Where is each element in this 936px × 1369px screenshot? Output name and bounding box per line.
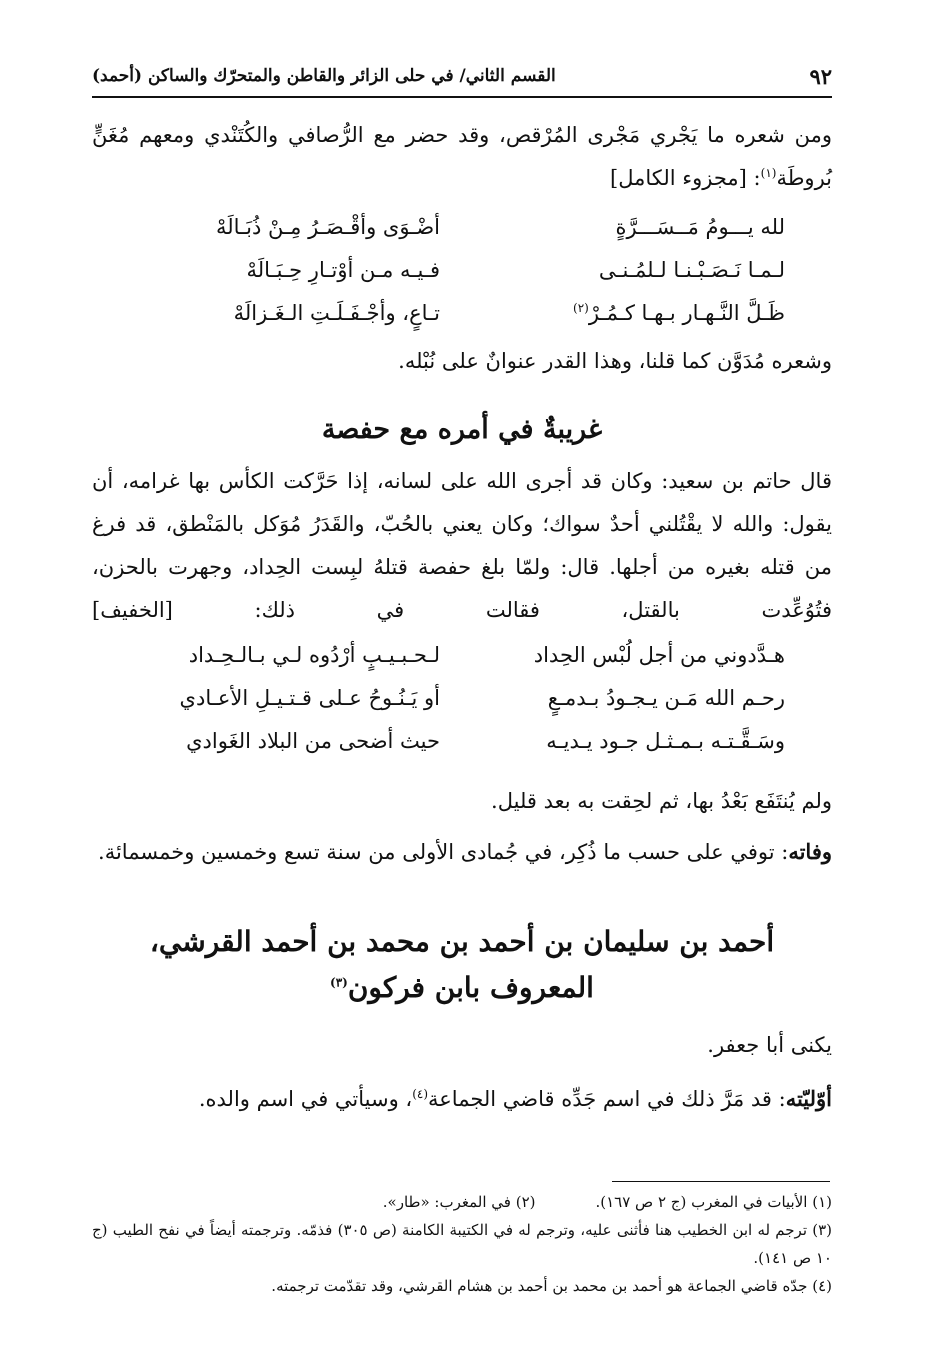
intro-text: ومن شعره ما يَجْري مَجْرى المُرْقص، وقد حضر مع الرُّصافي والكُتَنْدي ومعهم مُغَنٍّ بُروطَة bbox=[92, 123, 832, 190]
verse-sadr-text: ظَـلَّ النَّـهـار بـهـا كـمُـرْ bbox=[588, 301, 785, 325]
footnote-4: (٤) جدّه قاضي الجماعة هو أحمد بن محمد بن أحمد بن هشام القرشي، وقد تقدّمت ترجمته. bbox=[271, 1277, 832, 1295]
section-heading: غريبةٌ في أمره مع حفصة bbox=[321, 414, 603, 445]
verse-sadr: لله يـــومُ مَــسَـــرَّةٍ bbox=[615, 215, 785, 239]
death-text: : توفي على حسب ما ذُكِر، في جُمادى الأولى من سنة تسع وخمسين وخمسمائة. bbox=[98, 840, 789, 864]
poem-2 bbox=[140, 634, 785, 763]
footnotes bbox=[92, 1188, 832, 1300]
verse-line bbox=[140, 249, 785, 292]
verse-ajuz: فـيـه مـن أوْتـارِ حِـبَـالَهْ bbox=[246, 258, 440, 282]
footnote-ref-1: (١) bbox=[760, 166, 777, 180]
origin-paragraph bbox=[92, 1077, 832, 1121]
after-poem-2: ولم يُنتَفَع بَعْدُ بها، ثم لحِقت به بعد قليل. bbox=[491, 789, 832, 813]
verse-sadr: وسَـقَّـتـه بـمـثـل جـود يـديـه bbox=[546, 729, 785, 753]
kunya-line: يكنى أبا جعفر. bbox=[707, 1033, 832, 1057]
death-paragraph bbox=[92, 830, 832, 874]
page-number: ٩٢ bbox=[809, 63, 832, 89]
verse-line bbox=[140, 677, 785, 720]
verse-line bbox=[140, 720, 785, 763]
meter-label: : [مجزوء الكامل] bbox=[610, 166, 761, 190]
death-lead: وفاته bbox=[788, 839, 832, 864]
footnote-1-2 bbox=[92, 1188, 832, 1216]
verse-sadr bbox=[485, 292, 785, 335]
bio-heading-text: المعروف بابن فركون bbox=[347, 971, 594, 1004]
footnote-2: (٢) في المغرب: «طار». bbox=[382, 1193, 536, 1211]
verse-ajuz: أو يَـنُـوحُ عـلى قـتـيـلِ الأعـادي bbox=[179, 686, 440, 710]
origin-text: : قد مَرَّ ذلك في اسم جَدِّه قاضي الجماعة bbox=[428, 1087, 786, 1111]
after-poem-1: وشعره مُدَوَّن كما قلنا، وهذا القدر عنوانٌ على نُبْله. bbox=[398, 349, 832, 373]
running-title: القسم الثاني/ في حلى الزائر والقاطن والمتحرّك والساكن (أحمد) bbox=[92, 66, 556, 86]
origin-lead: أوّليّته bbox=[785, 1086, 832, 1111]
verse-line bbox=[140, 292, 785, 335]
footnote-ref-4: (٤) bbox=[412, 1087, 429, 1101]
footnote-ref-2: (٢) bbox=[573, 301, 589, 315]
verse-sadr: رحـم الله مَـن يـجـودُ بـدمـعٍ bbox=[547, 686, 785, 710]
bio-heading-line-1: أحمد بن سليمان بن أحمد بن محمد بن أحمد القرشي، bbox=[149, 925, 775, 958]
verse-ajuz: حيث أضحى من البلاد الغَوادي bbox=[186, 729, 440, 753]
page-header bbox=[92, 56, 832, 98]
hafsa-story-paragraph: قال حاتم بن سعيد: وكان قد أجرى الله على لسانه، إذا حَرَّكت الكأس بها غرامه، أن يقول: والله لا يقْتُلني أحدٌ سواك؛ وكان يعني بالحُبّ، والقَدَرُ مُوَكل بالمَنْطق، قد فرغ من قتله بغيره من أجلها. قال: ولمّا بلغ حفصة قتلهُ لبِست الحِداد، وجهرت بالحزن، فتُوُعِّدت بالقتل، فقالت في ذلك: [الخفيف] bbox=[92, 469, 832, 622]
footnote-3: (٣) ترجم له ابن الخطيب هنا فأثنى عليه، وترجم له في الكتيبة الكامنة (ص ٣٠٥) فذمّه. وترجمته أيضاً في نفح الطيب (ج ١٠ ص ١٤١). bbox=[92, 1221, 832, 1267]
verse-line bbox=[140, 206, 785, 249]
bio-heading-line-2 bbox=[92, 966, 832, 1010]
verse-ajuz: أضْـوَى وأقْـصَـرُ مِـنْ ذُبَـالَهْ bbox=[215, 215, 440, 239]
verse-line bbox=[140, 634, 785, 677]
footnote-ref-3: (٣) bbox=[330, 975, 348, 990]
intro-paragraph bbox=[92, 114, 832, 200]
verse-ajuz: تـاعٍ، وأجْـفَـلَـتِ الـغَـزالَهْ bbox=[233, 301, 440, 325]
footnote-1: (١) الأبيات في المغرب (ج ٢ ص ١٦٧). bbox=[595, 1193, 832, 1211]
verse-sadr: لـمـا نَـصَـبْـنـا لـلمُـنـى bbox=[598, 258, 785, 282]
verse-sadr: هـدَّدوني من أجل لُبْس الحِداد bbox=[533, 643, 785, 667]
verse-ajuz: لـحـبـيـبٍ أرْدُوه لـي بـالـحِـداد bbox=[188, 643, 440, 667]
origin-text-end: ، وسيأتي في اسم والده. bbox=[198, 1087, 413, 1111]
poem-1 bbox=[140, 206, 785, 335]
footnote-rule bbox=[612, 1181, 830, 1182]
